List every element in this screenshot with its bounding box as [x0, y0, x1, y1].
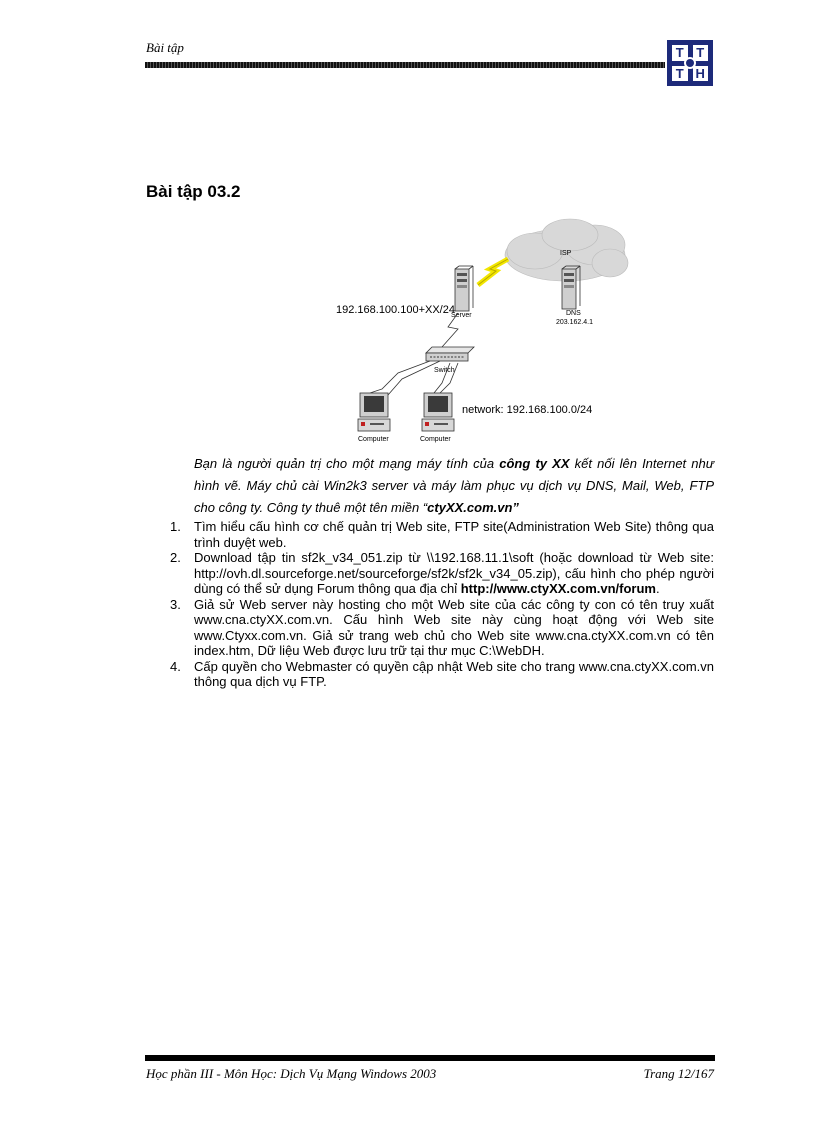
task-list	[150, 519, 714, 690]
logo-letter: T	[672, 45, 688, 61]
logo-center-dot	[684, 57, 696, 69]
task-item	[150, 659, 714, 690]
domain-name: ctyXX.com.vn”	[427, 500, 519, 515]
task-number: 2.	[170, 550, 181, 565]
network-label: network: 192.168.100.0/24	[462, 404, 593, 416]
task-item	[150, 597, 714, 659]
logo-letter: T	[693, 45, 709, 61]
intro-paragraph	[194, 453, 714, 519]
task-text: Tìm hiểu cấu hình cơ chế quản trị Web site, FTP site(Administration Web Site) thông qua trình duyệt web.	[194, 519, 714, 550]
footer-page-number: Trang 12/167	[643, 1066, 714, 1081]
task-number: 1.	[170, 519, 181, 534]
task-text: Download tập tin sf2k_v34_051.zip từ \\192.168.11.1\soft (hoặc download từ Web site: http://ovh.dl.sourceforge.net/sourceforge/sf2k/sf2k_v34_05.zip), cấu hình cho phép người dùng có thể sử dụng Forum thông qua địa chỉ	[194, 550, 714, 596]
logo-letter: H	[693, 66, 709, 82]
dns-label: DNS	[566, 310, 581, 317]
isp-label: ISP	[560, 250, 572, 257]
intro-text: kết nối lên Internet như hình vẽ. Máy chủ cài Win2k3 server và máy làm phục vụ dịch vụ DNS, Mail, Web, FTP cho công ty. Công ty thuê một tên miền “	[194, 456, 714, 515]
server-ip-label: 192.168.100.100+XX/24	[336, 304, 455, 316]
footer-rule	[145, 1055, 715, 1061]
header-title: Bài tập	[146, 40, 184, 55]
switch-computer2-link	[388, 361, 440, 395]
task-number: 3.	[170, 596, 181, 612]
task-item	[150, 519, 714, 550]
switch-computer1-link	[370, 361, 430, 393]
computer-icon	[358, 393, 390, 431]
dns-ip-label: 203.162.4.1	[556, 319, 593, 326]
forum-url: http://www.ctyXX.com.vn/forum	[460, 581, 656, 596]
computer1-label: Computer	[358, 436, 389, 443]
company-name: công ty XX	[499, 456, 570, 471]
intro-text: Bạn là người quản trị cho một mạng máy tính của	[194, 456, 500, 471]
switch-icon	[426, 347, 474, 361]
section-title: Bài tập 03.2	[146, 182, 241, 201]
computer-icon	[422, 393, 454, 431]
network-diagram	[330, 215, 650, 447]
task-number: 4.	[170, 658, 181, 674]
computer2-label: Computer	[420, 436, 451, 443]
footer-course: Học phần III - Môn Học: Dịch Vụ Mạng Windows 2003	[146, 1066, 437, 1081]
logo-letter: T	[672, 66, 688, 82]
switch-label: Switch	[434, 367, 455, 374]
server-icon	[455, 266, 473, 311]
server-label: Server	[451, 312, 472, 319]
task-text: Giả sử Web server này hosting cho một Web site của các công ty con có tên truy xuất www.cna.ctyXX.com.vn. Cấu hình Web site này cùng hoạt động với Web site www.Ctyxx.com.vn. Giả sử trang web chủ cho Web site www.cna.ctyXX.com.vn có tên index.htm, Dữ liệu Web được lưu trữ tại thư mục C:\WebDH.	[194, 596, 714, 658]
task-item	[150, 550, 714, 597]
header-rule	[145, 62, 665, 68]
task-text: Cấp quyền cho Webmaster có quyền cập nhật Web site cho trang www.cna.ctyXX.com.vn thông qua dịch vụ FTP.	[194, 658, 714, 689]
task-text: .	[655, 581, 660, 596]
